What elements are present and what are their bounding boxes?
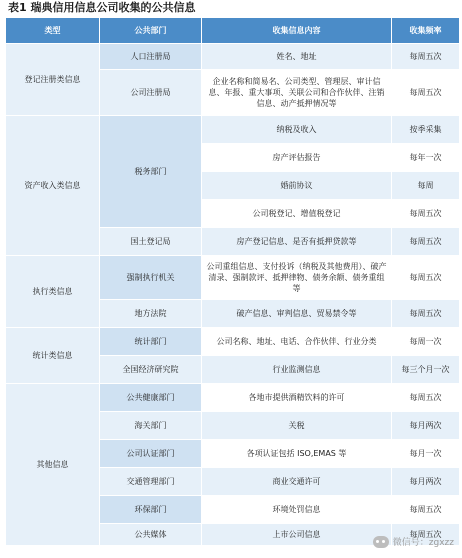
- category-cell: 资产收入类信息: [6, 116, 100, 256]
- content-cell: 婚前协议: [202, 172, 392, 200]
- department-cell: 强制执行机关: [100, 256, 202, 300]
- category-cell: 统计类信息: [6, 328, 100, 384]
- content-cell: 破产信息、审判信息、贸易禁令等: [202, 300, 392, 328]
- department-cell: 税务部门: [100, 116, 202, 228]
- department-cell: 公司注册局: [100, 70, 202, 116]
- watermark: [373, 535, 454, 548]
- department-cell: 环保部门: [100, 496, 202, 524]
- department-cell: 人口注册局: [100, 44, 202, 70]
- content-cell: 房产评估报告: [202, 144, 392, 172]
- frequency-cell: 每月两次: [392, 468, 460, 496]
- category-cell: 其他信息: [6, 384, 100, 546]
- wechat-icon: [373, 536, 389, 548]
- frequency-cell: 每周五次: [392, 524, 460, 546]
- frequency-cell: 每三个月一次: [392, 356, 460, 384]
- content-cell: 行业监测信息: [202, 356, 392, 384]
- category-cell: 登记注册类信息: [6, 44, 100, 116]
- department-cell: 国土登记局: [100, 228, 202, 256]
- content-cell: 公司名称、地址、电话、合作伙伴、行业分类: [202, 328, 392, 356]
- category-cell: 执行类信息: [6, 256, 100, 328]
- column-header: 公共部门: [100, 18, 202, 44]
- table-title: 表1 瑞典信用信息公司收集的公共信息: [8, 1, 196, 14]
- department-cell: 全国经济研究院: [100, 356, 202, 384]
- department-cell: 交通管理部门: [100, 468, 202, 496]
- frequency-cell: 每周五次: [392, 200, 460, 228]
- frequency-cell: 每年一次: [392, 144, 460, 172]
- frequency-cell: 每周五次: [392, 228, 460, 256]
- department-cell: 海关部门: [100, 412, 202, 440]
- column-header: 收集信息内容: [202, 18, 392, 44]
- frequency-cell: 每周五次: [392, 44, 460, 70]
- frequency-cell: 按季采集: [392, 116, 460, 144]
- frequency-cell: 每月一次: [392, 440, 460, 468]
- column-header: 收集频率: [392, 18, 460, 44]
- content-cell: 房产登记信息、是否有抵押贷款等: [202, 228, 392, 256]
- content-cell: 企业名称和简易名、公司类型、管理层、审计信息、年报、重大事项、关联公司和合作伙伴、注销信息、动产抵押情况等: [202, 70, 392, 116]
- frequency-cell: 每周五次: [392, 300, 460, 328]
- frequency-cell: 每周五次: [392, 256, 460, 300]
- content-cell: 商业交通许可: [202, 468, 392, 496]
- content-cell: 公司税登记、增值税登记: [202, 200, 392, 228]
- frequency-cell: 每周五次: [392, 70, 460, 116]
- content-cell: 环境处罚信息: [202, 496, 392, 524]
- department-cell: 公共健康部门: [100, 384, 202, 412]
- frequency-cell: 每周五次: [392, 496, 460, 524]
- column-header: 类型: [6, 18, 100, 44]
- content-cell: 纳税及收入: [202, 116, 392, 144]
- content-cell: 各地市提供酒精饮料的许可: [202, 384, 392, 412]
- frequency-cell: 每月两次: [392, 412, 460, 440]
- content-cell: 关税: [202, 412, 392, 440]
- watermark-text: 微信号：zgxzz: [392, 538, 454, 548]
- content-cell: 公司重组信息、支付投诉（纳税及其他费用）、破产清录、强制款评、抵押律物、债务余额、债务重组等: [202, 256, 392, 300]
- frequency-cell: 每周一次: [392, 328, 460, 356]
- content-cell: 各项认证包括 ISO,EMAS 等: [202, 440, 392, 468]
- content-cell: 姓名、地址: [202, 44, 392, 70]
- department-cell: 公司认证部门: [100, 440, 202, 468]
- department-cell: 统计部门: [100, 328, 202, 356]
- department-cell: 公共媒体: [100, 524, 202, 546]
- frequency-cell: 每周五次: [392, 384, 460, 412]
- frequency-cell: 每周: [392, 172, 460, 200]
- department-cell: 地方法院: [100, 300, 202, 328]
- content-cell: 上市公司信息: [202, 524, 392, 546]
- public-info-table: [6, 18, 460, 546]
